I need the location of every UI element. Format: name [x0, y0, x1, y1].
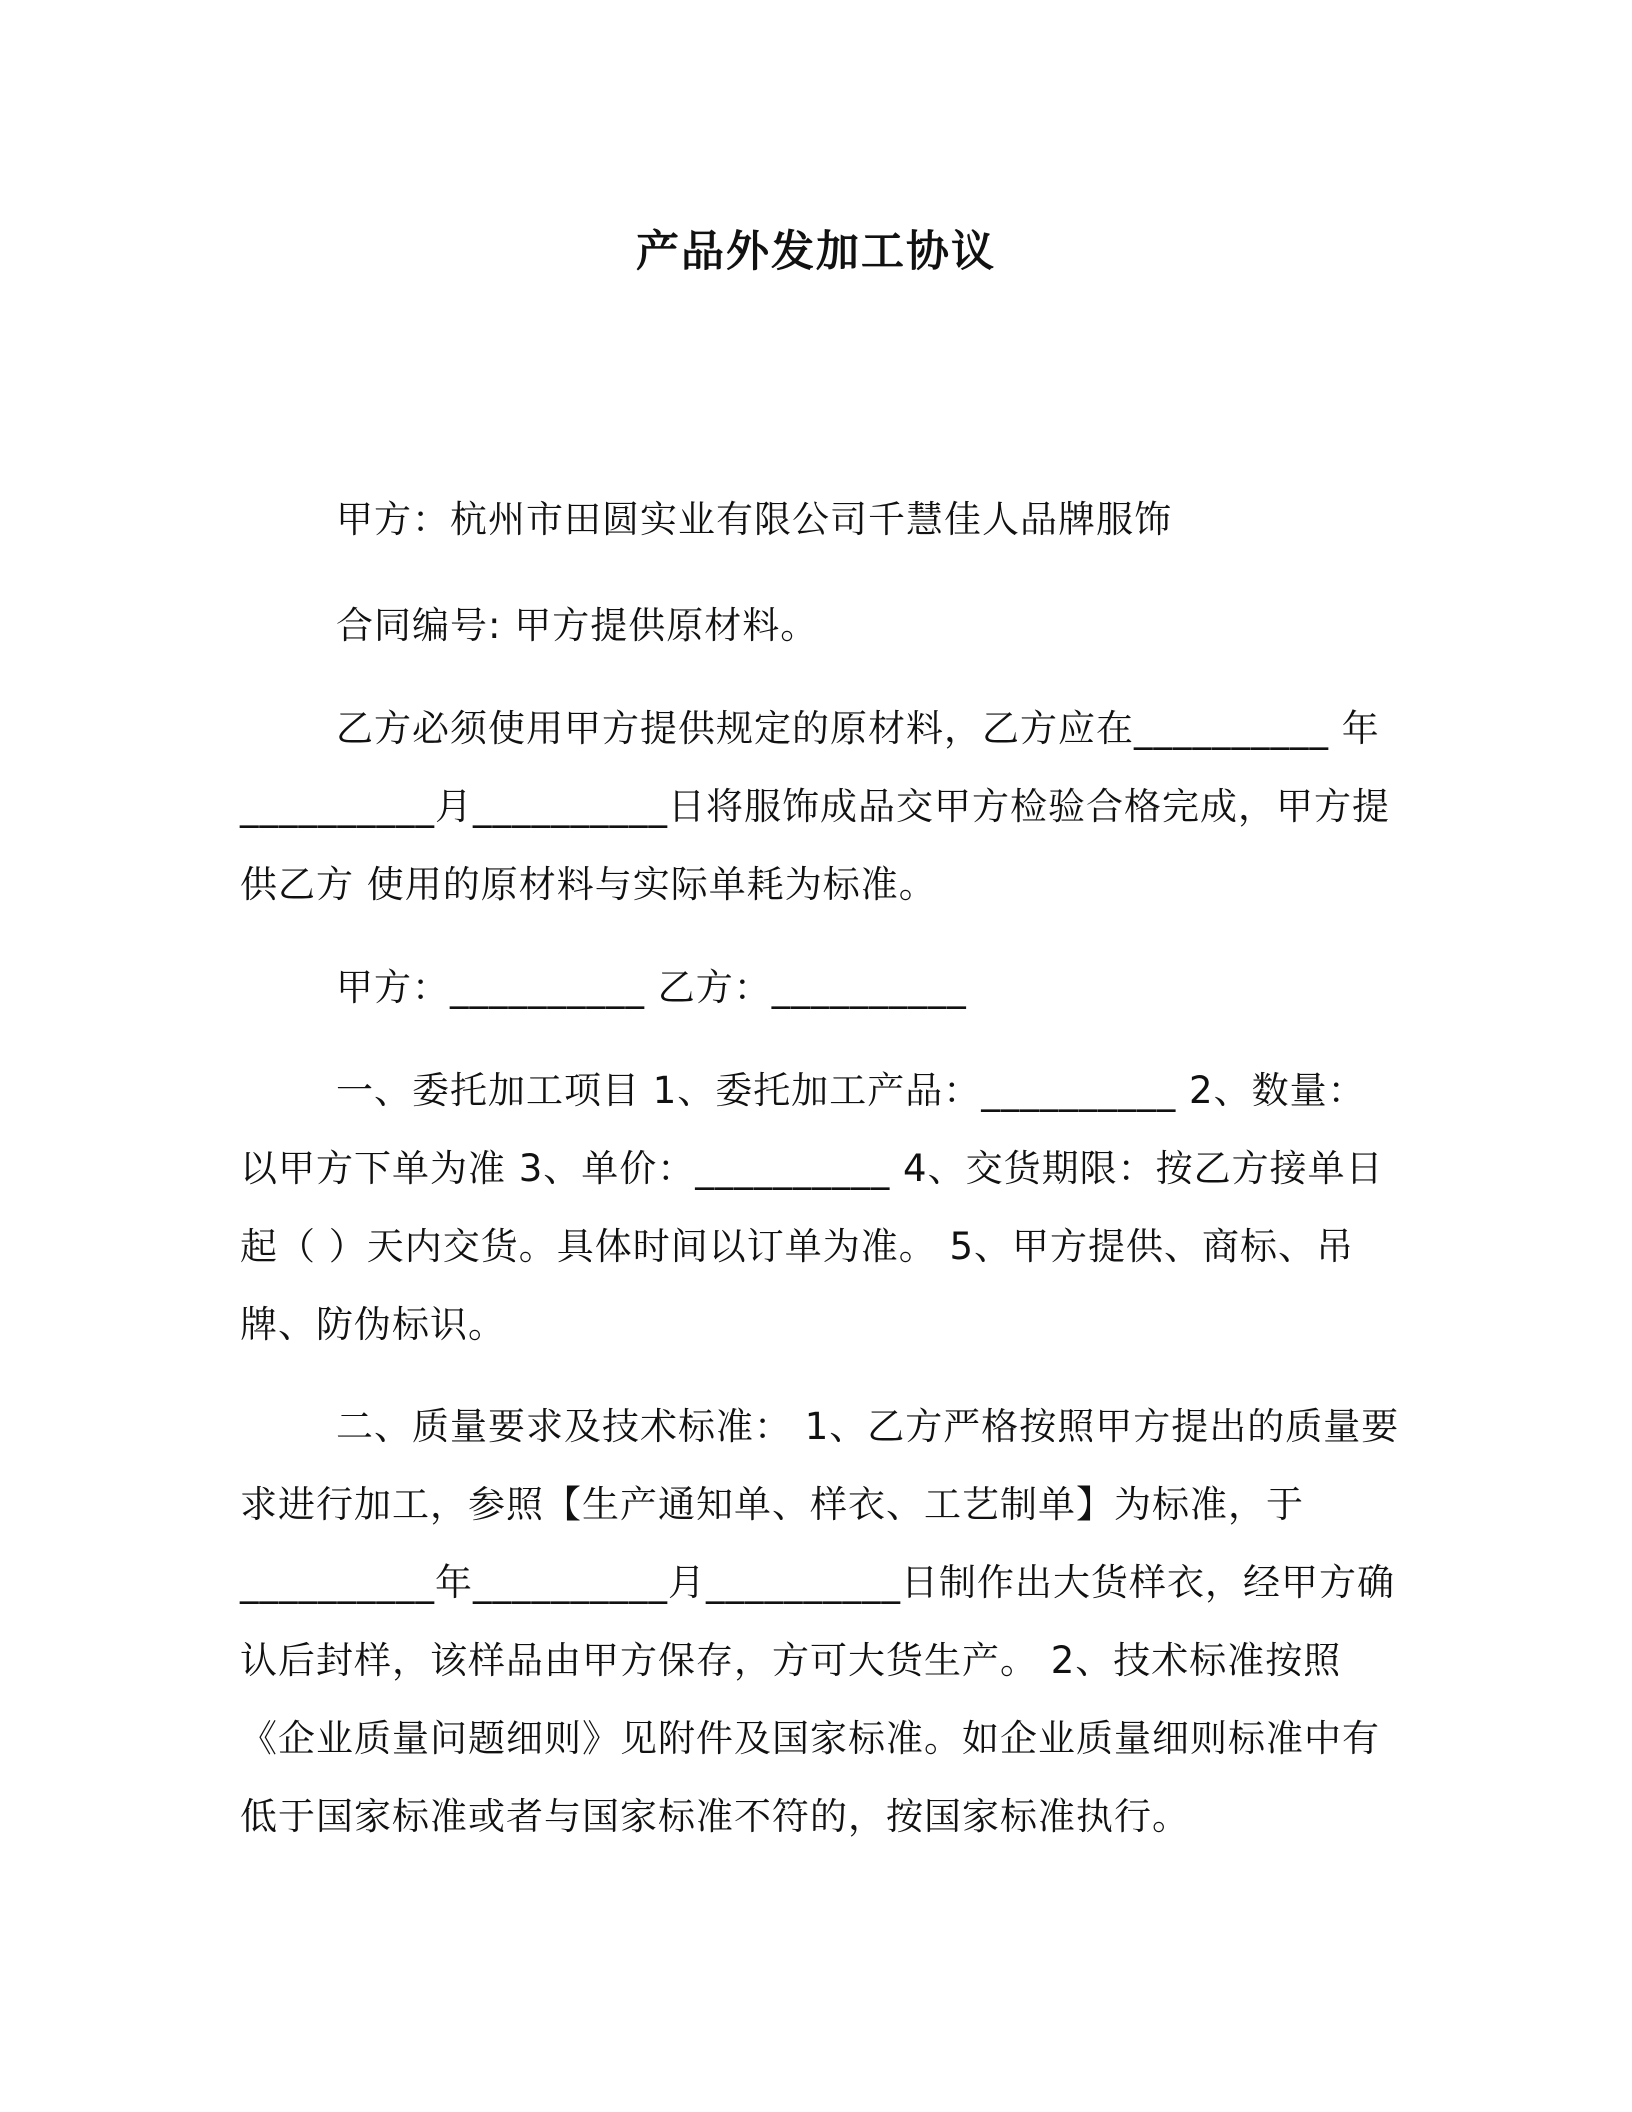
- section-2-quality-standards: 二、质量要求及技术标准： 1、乙方严格按照甲方提出的质量要求进行加工，参照【生产通知单、样衣、工艺制单】为标准，于__________年__________月__________日制作出大货样衣，经甲方确认后封样，该样品由甲方保存，方可大货生产。 2、技术标准按照《企业质量问题细则》见附件及国家标准。如企业质量细则标准中有低于国家标准或者与国家标准不符的，按国家标准执行。: [240, 1405, 1400, 1838]
- signature-line: 甲方：__________ 乙方：__________: [336, 966, 967, 1009]
- materials-paragraph: 乙方必须使用甲方提供规定的原材料，乙方应在__________ 年__________月__________日将服饰成品交甲方检验合格完成，甲方提供乙方 使用的原材料与实际单耗为标准。: [240, 707, 1390, 906]
- contract-number-line: 合同编号: 甲方提供原材料。: [336, 604, 819, 647]
- party-a-line: 甲方：杭州市田圆实业有限公司千慧佳人品牌服饰: [336, 498, 1172, 541]
- document-title: 产品外发加工协议: [636, 227, 996, 277]
- section-1-processing-items: 一、委托加工项目 1、委托加工产品：__________ 2、数量：以甲方下单为准 3、单价：__________ 4、交货期限：按乙方接单日起（ ）天内交货。具体时间以订单为准。 5、甲方提供、商标、吊牌、防伪标识。: [240, 1069, 1384, 1346]
